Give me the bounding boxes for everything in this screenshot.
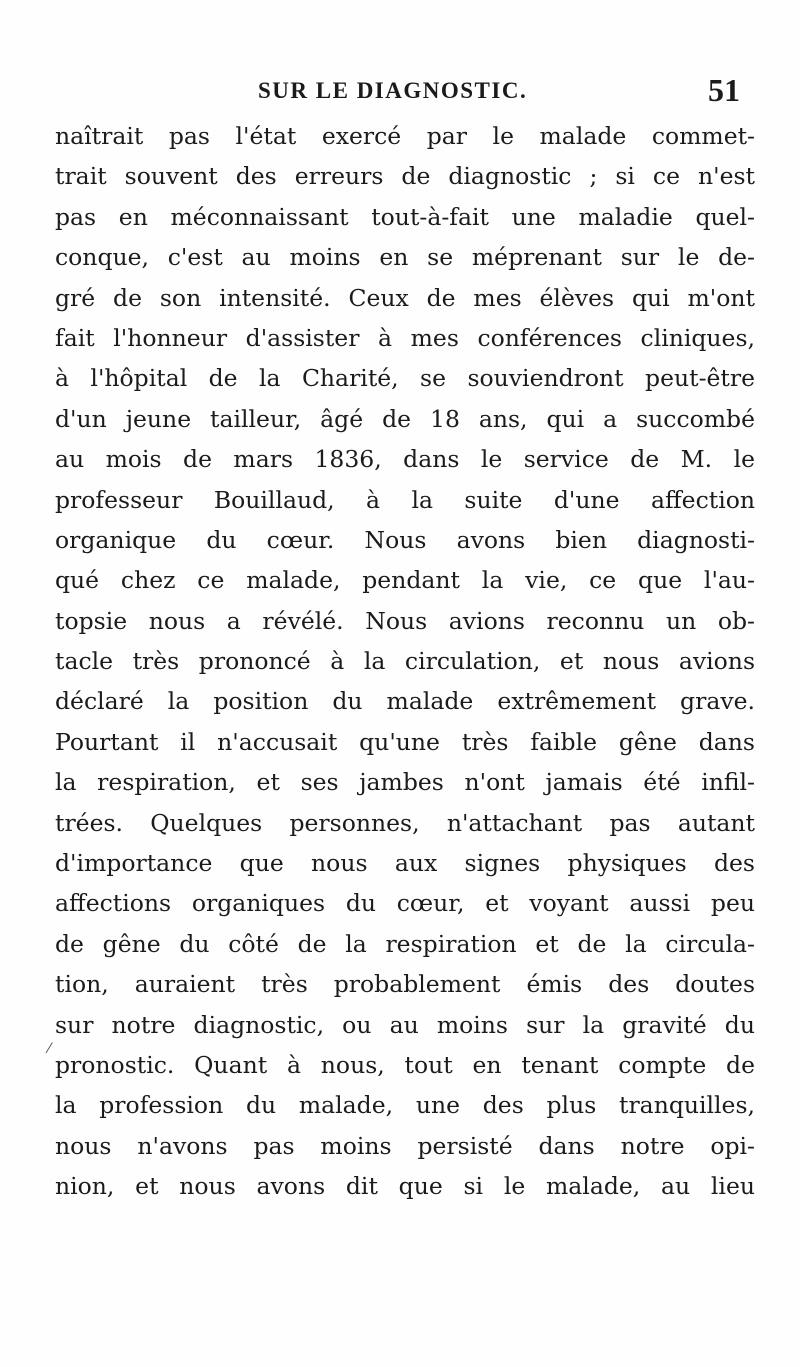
text-line: conque, c'est au moins en se méprenant sur le de-: [55, 243, 755, 272]
body-text: [55, 116, 755, 1207]
margin-tick-icon: ⁄: [48, 1041, 51, 1057]
text-line: pas en méconnaissant tout-à-fait une maladie quel-: [55, 202, 755, 231]
text-line: sur notre diagnostic, ou au moins sur la gravité du: [55, 1010, 755, 1039]
page-header: [0, 72, 800, 118]
text-line: Pourtant il n'accusait qu'une très faible gêne dans: [55, 727, 755, 756]
text-line: à l'hôpital de la Charité, se souviendront peut-être: [55, 364, 755, 393]
text-line: affections organiques du cœur, et voyant aussi peu: [55, 889, 755, 918]
text-line: de gêne du côté de la respiration et de la circula-: [55, 929, 755, 958]
text-line: gré de son intensité. Ceux de mes élèves qui m'ont: [55, 283, 755, 312]
text-line: naîtrait pas l'état exercé par le malade commet-: [55, 122, 755, 150]
text-line: la profession du malade, une des plus tranquilles,: [55, 1091, 755, 1120]
text-line: tacle très prononcé à la circulation, et nous avions: [55, 647, 755, 676]
text-line: pronostic. Quant à nous, tout en tenant compte de: [55, 1050, 755, 1079]
text-line: nous n'avons pas moins persisté dans notre opi-: [55, 1131, 755, 1160]
page-number: 51: [708, 72, 740, 108]
text-line: trées. Quelques personnes, n'attachant pas autant: [55, 808, 755, 837]
text-line: organique du cœur. Nous avons bien diagnosti-: [55, 525, 755, 554]
text-line: déclaré la position du malade extrêmement grave.: [55, 687, 755, 716]
text-line: tion, auraient très probablement émis des doutes: [55, 970, 755, 999]
running-title: SUR LE DIAGNOSTIC.: [258, 78, 528, 103]
text-line: au mois de mars 1836, dans le service de M. le: [55, 445, 755, 474]
text-line: qué chez ce malade, pendant la vie, ce que l'au-: [55, 566, 755, 595]
text-line: fait l'honneur d'assister à mes conférences cliniques,: [55, 323, 755, 352]
text-line: professeur Bouillaud, à la suite d'une affection: [55, 485, 755, 514]
text-line: d'importance que nous aux signes physiques des: [55, 849, 755, 878]
text-line: d'un jeune tailleur, âgé de 18 ans, qui a succombé: [55, 404, 755, 433]
text-line: la respiration, et ses jambes n'ont jamais été infil-: [55, 768, 755, 797]
text-line: trait souvent des erreurs de diagnostic ; si ce n'est: [55, 162, 755, 191]
text-line: nion, et nous avons dit que si le malade, au lieu: [55, 1172, 755, 1201]
text-line: topsie nous a révélé. Nous avions reconnu un ob-: [55, 606, 755, 635]
